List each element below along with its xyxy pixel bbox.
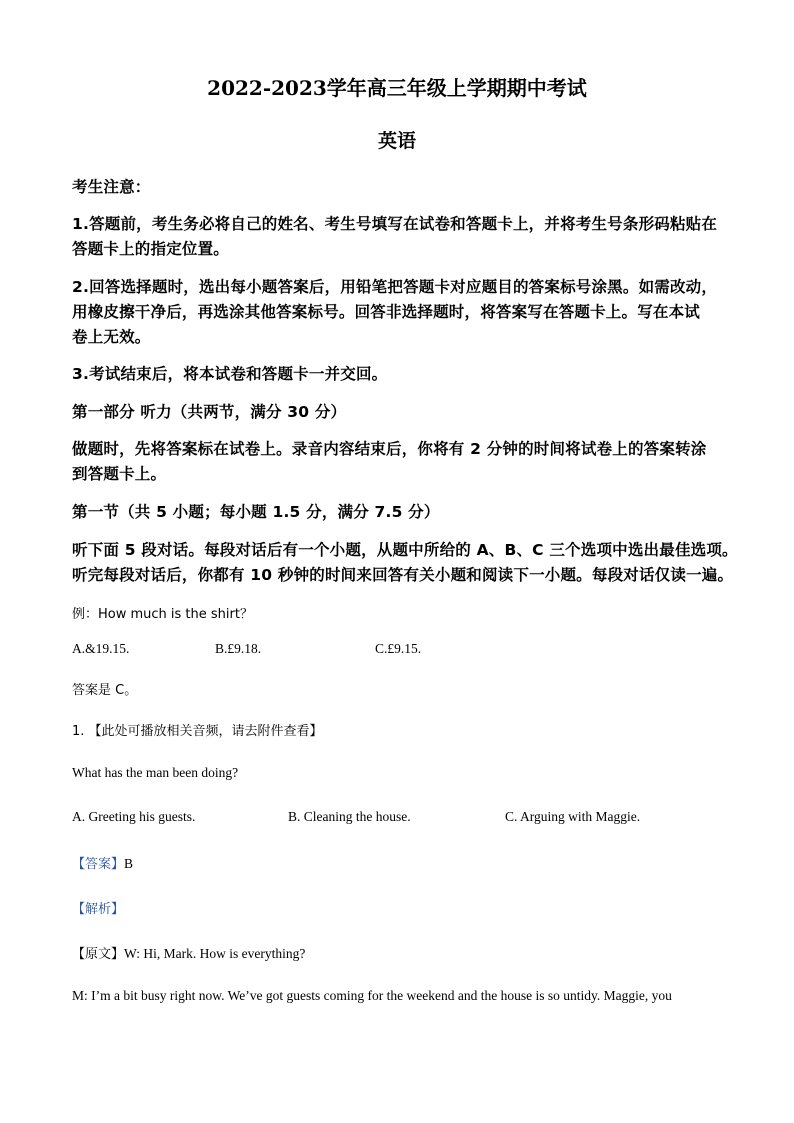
- answer-label: 【答案】: [72, 857, 125, 872]
- question-1-option-b: B. Cleaning the house.: [288, 809, 411, 824]
- section-1-instruction-line-1: 听下面 5 段对话。每段对话后有一个小题，从题中所给的 A、B、C 三个选项中选出最佳选项。: [72, 541, 738, 559]
- notice-item-1-line-1: 1.答题前，考生务必将自己的姓名、考生号填写在试卷和答题卡上，并将考生号条形码粘贴在: [72, 215, 718, 233]
- part-1-intro-line-1: 做题时，先将答案标在试卷上。录音内容结束后，你将有 2 分钟的时间将试卷上的答案转涂: [72, 440, 707, 458]
- notice-item-2-line-1: 2.回答选择题时，选出每小题答案后，用铅笔把答题卡对应题目的答案标号涂黑。如需改动，: [72, 278, 718, 296]
- exam-title: 2022-2023学年高三年级上学期期中考试: [207, 76, 587, 100]
- original-text-m: M: I’m a bit busy right now. We’ve got guests coming for the weekend and the house is so untidy. Maggie, you: [72, 988, 672, 1003]
- notice-item-1-line-2: 答题卡上的指定位置。: [72, 240, 230, 258]
- part-1-intro-line-2: 到答题卡上。: [72, 465, 167, 483]
- section-1-heading: 第一节（共 5 小题；每小题 1.5 分，满分 7.5 分）: [72, 503, 440, 521]
- subject-title: 英语: [377, 130, 416, 152]
- original-text-w: [72, 943, 305, 963]
- section-1-instruction-line-2: 听完每段对话后，你都有 10 秒钟的时间来回答有关小题和阅读下一小题。每段对话仅读一遍。: [72, 566, 734, 584]
- question-1-option-a: A. Greeting his guests.: [72, 809, 196, 824]
- question-1-answer: [72, 853, 133, 873]
- example-answer: 答案是 C。: [72, 683, 138, 698]
- question-1-audio-note: 1. 【此处可播放相关音频，请去附件查看】: [72, 724, 323, 739]
- question-1-prompt: What has the man been doing?: [72, 765, 239, 780]
- example-question: 例：How much is the shirt？: [72, 607, 253, 622]
- notice-item-3: 3.考试结束后，将本试卷和答题卡一并交回。: [72, 365, 388, 383]
- answer-value: B: [124, 856, 134, 871]
- example-option-b: B.£9.18.: [215, 641, 262, 656]
- original-w-line: W: Hi, Mark. How is everything?: [124, 946, 306, 961]
- example-option-c: C.£9.15.: [375, 641, 422, 656]
- analysis-label: 【解析】: [72, 902, 125, 917]
- question-1-option-c: C. Arguing with Maggie.: [505, 809, 641, 824]
- notice-item-2-line-2: 用橡皮擦干净后，再选涂其他答案标号。回答非选择题时，将答案写在答题卡上。写在本试: [72, 303, 701, 321]
- notice-heading: 考生注意：: [72, 178, 151, 196]
- example-option-a: A.&19.15.: [72, 641, 130, 656]
- part-1-heading: 第一部分 听力（共两节，满分 30 分）: [72, 403, 347, 421]
- notice-item-2-line-3: 卷上无效。: [72, 328, 151, 346]
- original-label: 【原文】: [72, 947, 125, 962]
